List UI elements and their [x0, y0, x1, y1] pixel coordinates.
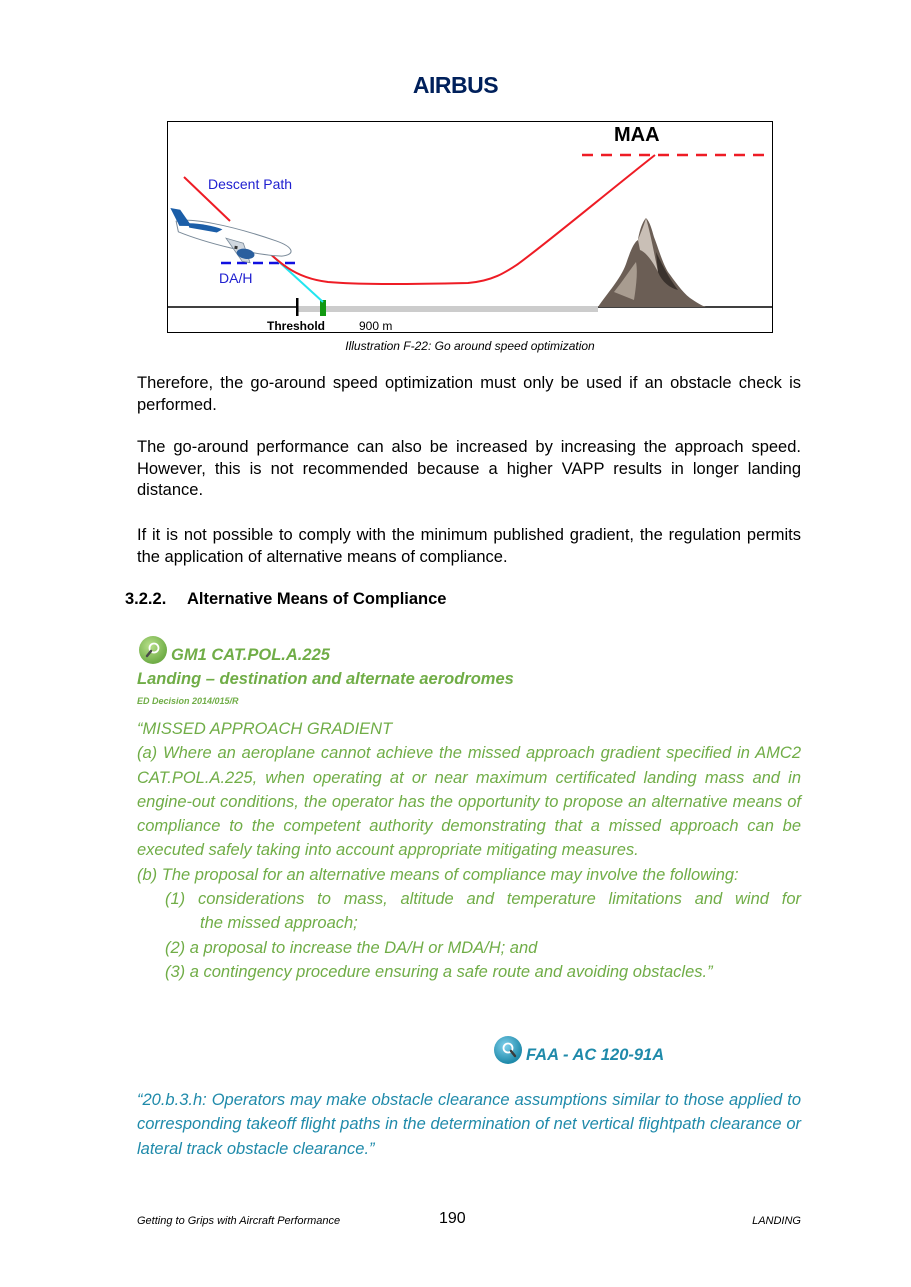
mountain [598, 218, 706, 307]
go-around-path [250, 155, 655, 284]
paragraph-approach-speed: The go-around performance can also be increased by increasing the approach speed. However, this is not recommended because a higher VAPP results in longer landing distance. [137, 438, 801, 499]
gm1-subtitle: Landing – destination and alternate aerodromes [137, 670, 514, 688]
runway [296, 306, 598, 312]
footer-page-number: 190 [439, 1210, 466, 1227]
magnifier-icon-faa [494, 1036, 522, 1064]
gm1-item-1-cont: the missed approach; [200, 914, 358, 933]
gm1-paragraph-b: (b) The proposal for an alternative means of compliance may involve the following: [137, 865, 739, 884]
magnifier-icon [139, 636, 167, 664]
touchdown-marker [320, 300, 326, 316]
gm1-item-3: (3) a contingency procedure ensuring a safe route and avoiding obstacles.” [165, 962, 713, 981]
descent-path-label: Descent Path [208, 176, 293, 192]
section-title: Alternative Means of Compliance [187, 590, 447, 608]
footer-chapter: LANDING [752, 1215, 801, 1227]
section-number: 3.2.2. [125, 590, 167, 608]
figure-caption: Illustration F-22: Go around speed optimization [345, 339, 595, 353]
faa-quote: “20.b.3.h: Operators may make obstacle clearance assumptions similar to those applied to corresponding takeoff flight paths in the determination of net vertical flightpath clearance or lateral track obstacle clearance.” [137, 1091, 801, 1158]
paragraph-obstacle-check: Therefore, the go-around speed optimization must only be used if an obstacle check is performed. [137, 374, 801, 414]
gm1-quote [137, 717, 801, 984]
section-heading [125, 590, 446, 609]
distance-label: 900 m [359, 319, 393, 333]
gm1-decision: ED Decision 2014/015/R [137, 696, 239, 706]
airbus-logo: AIRBUS [412, 72, 499, 98]
dah-label: DA/H [219, 270, 253, 286]
paragraph-alternative-means: If it is not possible to comply with the minimum published gradient, the regulation permits the application of alternative means of compliance. [137, 526, 801, 566]
diagram-svg [168, 122, 773, 333]
go-around-diagram [167, 121, 773, 333]
gm1-item-2: (2) a proposal to increase the DA/H or MDA/H; and [165, 938, 538, 957]
threshold-marker [296, 298, 299, 316]
gm1-title: GM1 CAT.POL.A.225 [171, 646, 330, 664]
footer-document-title: Getting to Grips with Aircraft Performance [137, 1215, 341, 1227]
faa-title: FAA - AC 120-91A [526, 1046, 665, 1064]
gm1-heading: “MISSED APPROACH GRADIENT [137, 720, 393, 738]
maa-label: MAA [614, 124, 660, 146]
threshold-label: Threshold [267, 319, 326, 333]
gm1-item-1: (1) considerations to mass, altitude and temperature limitations and wind for [165, 890, 801, 909]
gm1-paragraph-a: (a) Where an aeroplane cannot achieve the missed approach gradient specified in AMC2 CAT.POL.A.225, when operating at or near maximum certificated landing mass and in engine-out conditions, the operator has the opportunity to propose an alternative means of compliance to the competent authority demonstrating that a missed approach can be executed safely taking into account appropriate mitigating measures. [137, 744, 801, 860]
